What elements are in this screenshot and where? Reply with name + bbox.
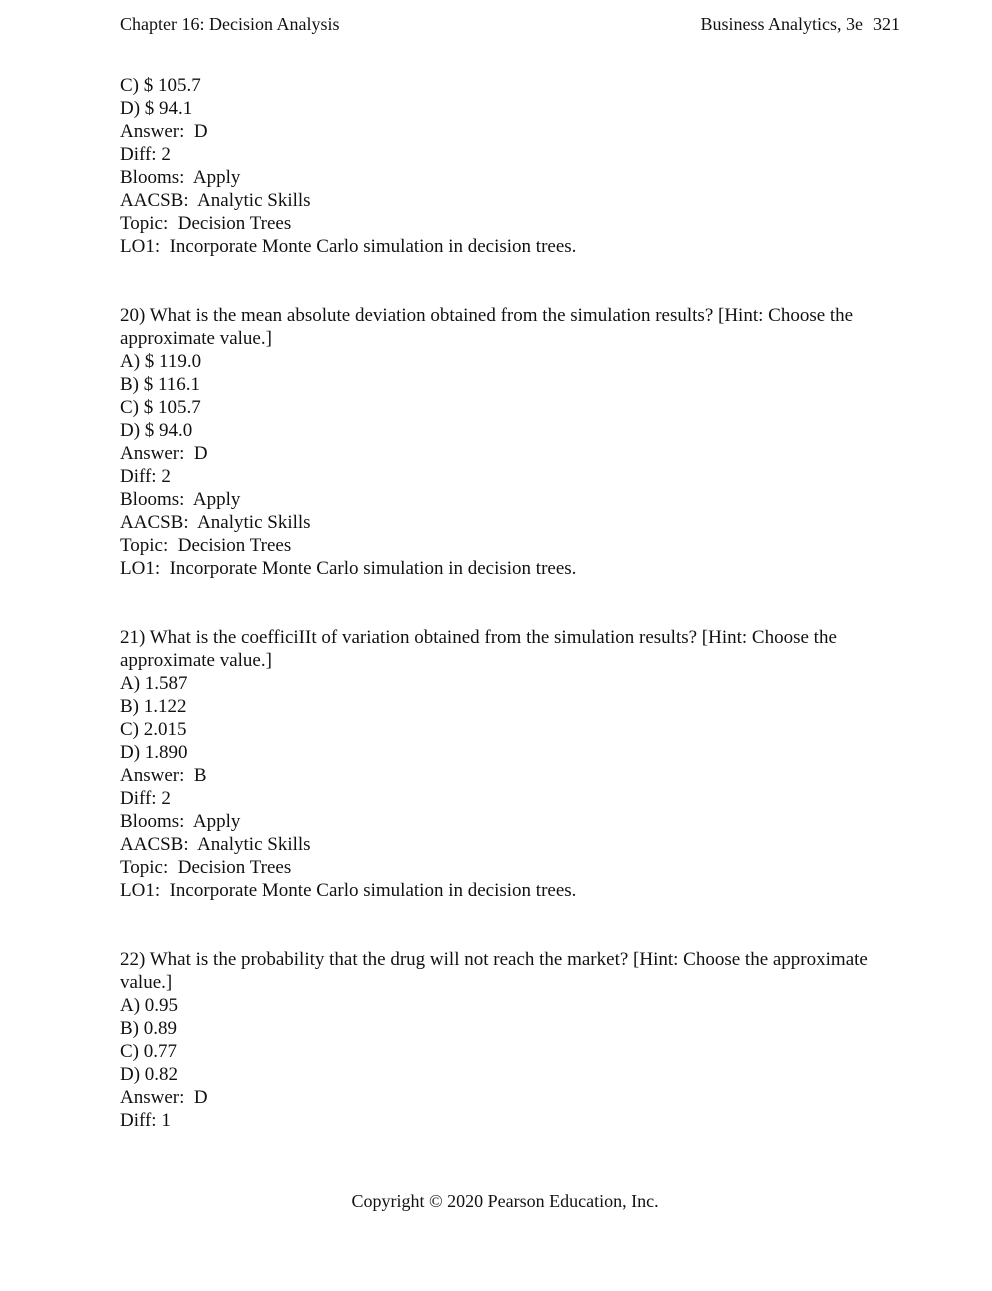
option-b: B) 1.122: [120, 696, 187, 717]
answer: Answer: B: [120, 765, 207, 786]
document-body: [120, 74, 900, 1132]
difficulty: Diff: 1: [120, 1110, 171, 1131]
page-header: [120, 12, 900, 36]
option-c: C) $ 105.7: [120, 75, 201, 96]
answer: Answer: D: [120, 1087, 208, 1108]
difficulty: Diff: 2: [120, 144, 171, 165]
topic: Topic: Decision Trees: [120, 857, 292, 878]
topic: Topic: Decision Trees: [120, 213, 292, 234]
option-d: D) $ 94.0: [120, 420, 193, 441]
option-a: A) $ 119.0: [120, 351, 202, 372]
spacer: [120, 580, 900, 626]
blooms: Blooms: Apply: [120, 811, 241, 832]
question-text: 20) What is the mean absolute deviation obtained from the simulation results? [Hint: Choose the approximate value.]: [120, 305, 854, 349]
learning-objective: LO1: Incorporate Monte Carlo simulation in decision trees.: [120, 558, 577, 579]
option-b: B) $ 116.1: [120, 374, 201, 395]
option-c: C) 0.77: [120, 1041, 177, 1062]
aacsb: AACSB: Analytic Skills: [120, 834, 311, 855]
book-title-and-page: [701, 12, 901, 36]
learning-objective: LO1: Incorporate Monte Carlo simulation in decision trees.: [120, 880, 577, 901]
option-d: D) 0.82: [120, 1064, 179, 1085]
aacsb: AACSB: Analytic Skills: [120, 512, 311, 533]
aacsb: AACSB: Analytic Skills: [120, 190, 311, 211]
question-20: [120, 304, 900, 580]
difficulty: Diff: 2: [120, 788, 171, 809]
question-19-continued: [120, 74, 900, 258]
book-title: Business Analytics, 3e: [700, 14, 863, 34]
spacer: [120, 258, 900, 304]
question-text: 21) What is the coefficiIIt of variation obtained from the simulation results? [Hint: Choose the approximate value.]: [120, 627, 837, 671]
option-b: B) 0.89: [120, 1018, 177, 1039]
spacer: [120, 902, 900, 948]
copyright-notice: Copyright © 2020 Pearson Education, Inc.: [351, 1191, 659, 1211]
chapter-title: Chapter 16: Decision Analysis: [120, 14, 340, 34]
page-number: 321: [873, 14, 900, 34]
option-d: D) 1.890: [120, 742, 188, 763]
option-c: C) 2.015: [120, 719, 187, 740]
answer: Answer: D: [120, 443, 208, 464]
blooms: Blooms: Apply: [120, 489, 241, 510]
blooms: Blooms: Apply: [120, 167, 241, 188]
question-21: [120, 626, 900, 902]
learning-objective: LO1: Incorporate Monte Carlo simulation in decision trees.: [120, 236, 577, 257]
question-text: 22) What is the probability that the drug will not reach the market? [Hint: Choose the approximate value.]: [120, 949, 868, 993]
question-22: [120, 948, 900, 1132]
difficulty: Diff: 2: [120, 466, 171, 487]
answer: Answer: D: [120, 121, 208, 142]
option-a: A) 1.587: [120, 673, 188, 694]
topic: Topic: Decision Trees: [120, 535, 292, 556]
option-d: D) $ 94.1: [120, 98, 193, 119]
option-a: A) 0.95: [120, 995, 179, 1016]
page-footer: [0, 1189, 992, 1213]
option-c: C) $ 105.7: [120, 397, 201, 418]
